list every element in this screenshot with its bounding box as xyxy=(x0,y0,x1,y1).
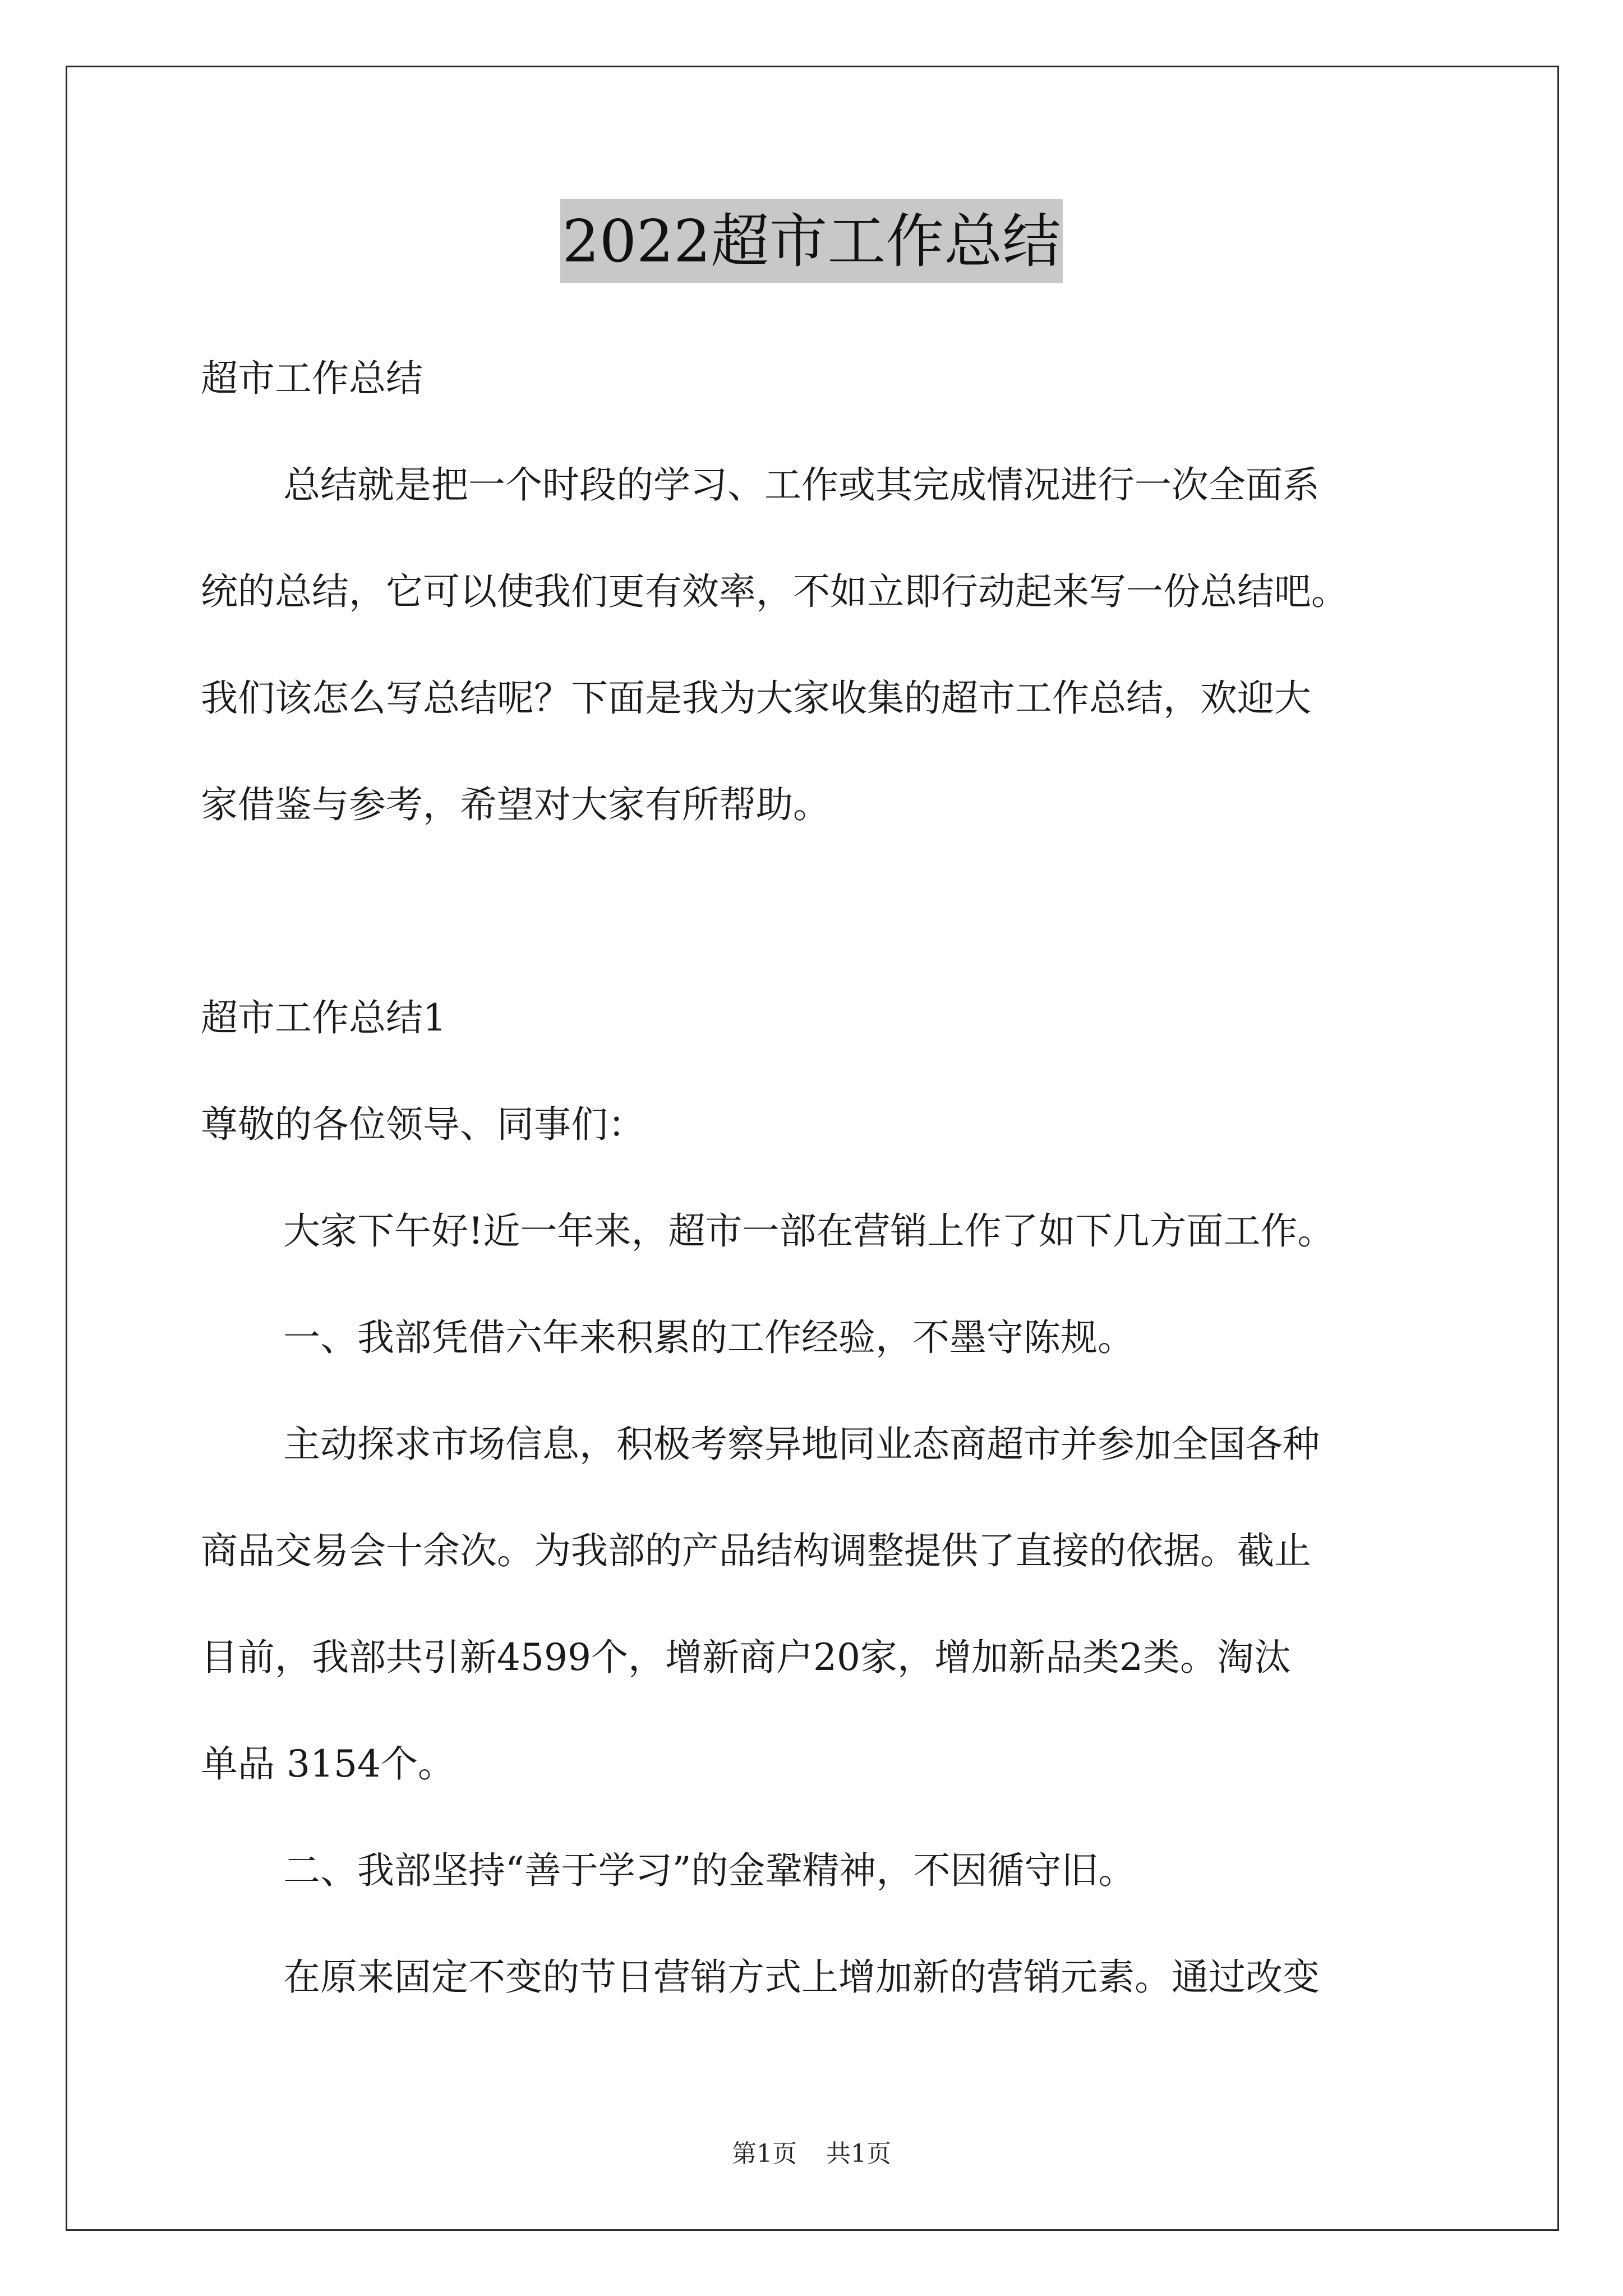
paragraph-line: 主动探求市场信息，积极考察异地同业态商超市并参加全国各种 xyxy=(283,1423,1320,1466)
paragraph-line: 我们该怎么写总结呢？下面是我为大家收集的超市工作总结，欢迎大 xyxy=(201,677,1311,720)
page-number: 第1页 xyxy=(732,2139,797,2168)
document-title: 2022超市工作总结 xyxy=(560,199,1063,283)
paragraph-line: 总结就是把一个时段的学习、工作或其完成情况进行一次全面系 xyxy=(283,463,1320,507)
section-heading: 超市工作总结 xyxy=(201,357,423,400)
paragraph-line: 二、我部坚持“善于学习”的金鞏精神，不因循守旧。 xyxy=(283,1849,1136,1892)
page-total: 共1页 xyxy=(826,2139,891,2168)
paragraph-line: 大家下午好!近一年来，超市一部在营销上作了如下几方面工作。 xyxy=(283,1209,1335,1253)
paragraph-line: 目前，我部共引新4599个，增新商户20家，增加新品类2类。淘汰 xyxy=(201,1636,1291,1679)
paragraph-line: 家借鉴与参考，希望对大家有所帮助。 xyxy=(201,783,830,826)
paragraph-line: 统的总结，它可以使我们更有效率，不如立即行动起来写一份总结吧。 xyxy=(201,570,1348,613)
paragraph-line: 一、我部凭借六年来积累的工作经验，不墨守陈规。 xyxy=(283,1316,1135,1359)
page-footer xyxy=(0,2137,1623,2171)
paragraph-line: 在原来固定不变的节日营销方式上增加新的营销元素。通过改变 xyxy=(283,1955,1320,1999)
title-container xyxy=(0,199,1623,283)
salutation: 尊敬的各位领导、同事们： xyxy=(201,1103,645,1146)
section-heading: 超市工作总结1 xyxy=(201,996,446,1039)
paragraph-line: 商品交易会十余次。为我部的产品结构调整提供了直接的依据。截止 xyxy=(201,1529,1311,1572)
paragraph-line: 单品 3154个。 xyxy=(201,1742,455,1786)
